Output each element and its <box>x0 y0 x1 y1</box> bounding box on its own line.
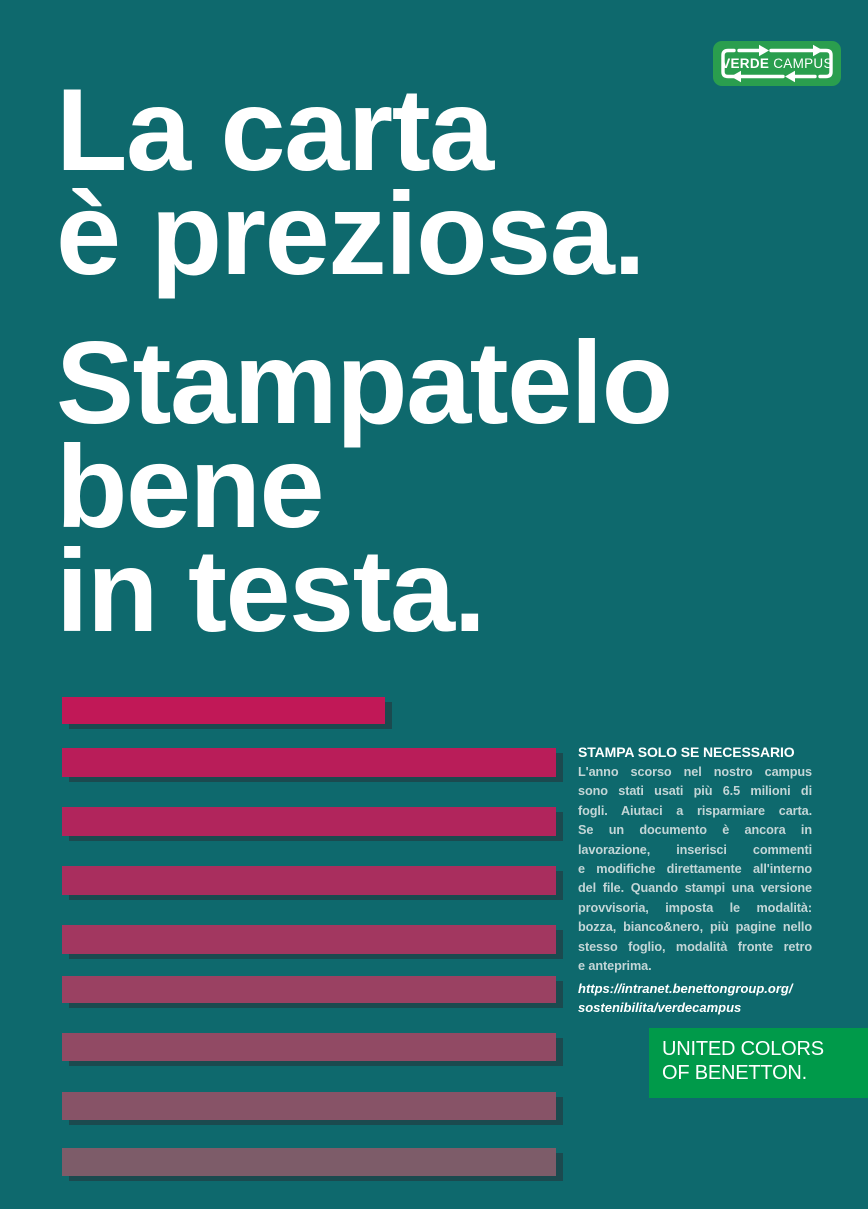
info-body-line: bozza, bianco&nero, più pagine nello <box>578 920 812 935</box>
info-body-line: L'anno scorso nel nostro campus <box>578 765 812 779</box>
headline-sentence-2 <box>56 317 672 656</box>
headline-line-2: è preziosa. <box>56 168 645 299</box>
headline-line-1: La carta <box>56 64 493 195</box>
bar <box>62 976 556 1003</box>
bar <box>62 807 556 836</box>
bar <box>62 697 385 724</box>
info-body-line: provvisoria, imposta le modalità: <box>578 900 812 915</box>
info-panel <box>578 744 812 1017</box>
headline-line-5: in testa. <box>56 525 485 656</box>
info-heading: STAMPA SOLO SE NECESSARIO <box>578 744 795 760</box>
headline-line-3: Stampatelo <box>56 317 672 448</box>
benetton-line-2: OF BENETTON. <box>662 1062 808 1084</box>
info-body-line: lavorazione, inserisci commenti <box>578 842 812 857</box>
bar <box>62 1148 556 1176</box>
info-body-line: e anteprima. <box>578 959 652 974</box>
headline <box>56 64 672 656</box>
verde-campus-label <box>713 56 841 71</box>
headline-line-4: bene <box>56 421 324 552</box>
headline-sentence-1 <box>56 64 672 299</box>
info-url <box>578 980 812 1017</box>
benetton-logo <box>649 1028 868 1098</box>
info-body-line: stesso foglio, modalità fronte retro <box>578 939 812 954</box>
info-body-line: del file. Quando stampi una versione <box>578 881 812 896</box>
info-body-line: Se un documento è ancora in <box>578 823 812 838</box>
bar <box>62 1092 556 1120</box>
info-body-line: sono stati usati più 6.5 milioni di <box>578 784 812 799</box>
verde-label: VERDE <box>721 55 770 71</box>
bar <box>62 925 556 954</box>
info-body-line: e modifiche direttamente all'interno <box>578 862 812 877</box>
info-url-line-1: https://intranet.benettongroup.org/ <box>578 981 793 997</box>
campus-label: CAMPUS <box>773 55 833 71</box>
verde-campus-badge <box>713 41 841 86</box>
info-url-line-2: sostenibilita/verdecampus <box>578 999 742 1015</box>
info-body-line: fogli. Aiutaci a risparmiare carta. <box>578 803 812 818</box>
benetton-line-1: UNITED COLORS <box>662 1038 824 1060</box>
bar <box>62 866 556 895</box>
bar <box>62 748 556 777</box>
info-body <box>578 763 812 976</box>
bar <box>62 1033 556 1061</box>
